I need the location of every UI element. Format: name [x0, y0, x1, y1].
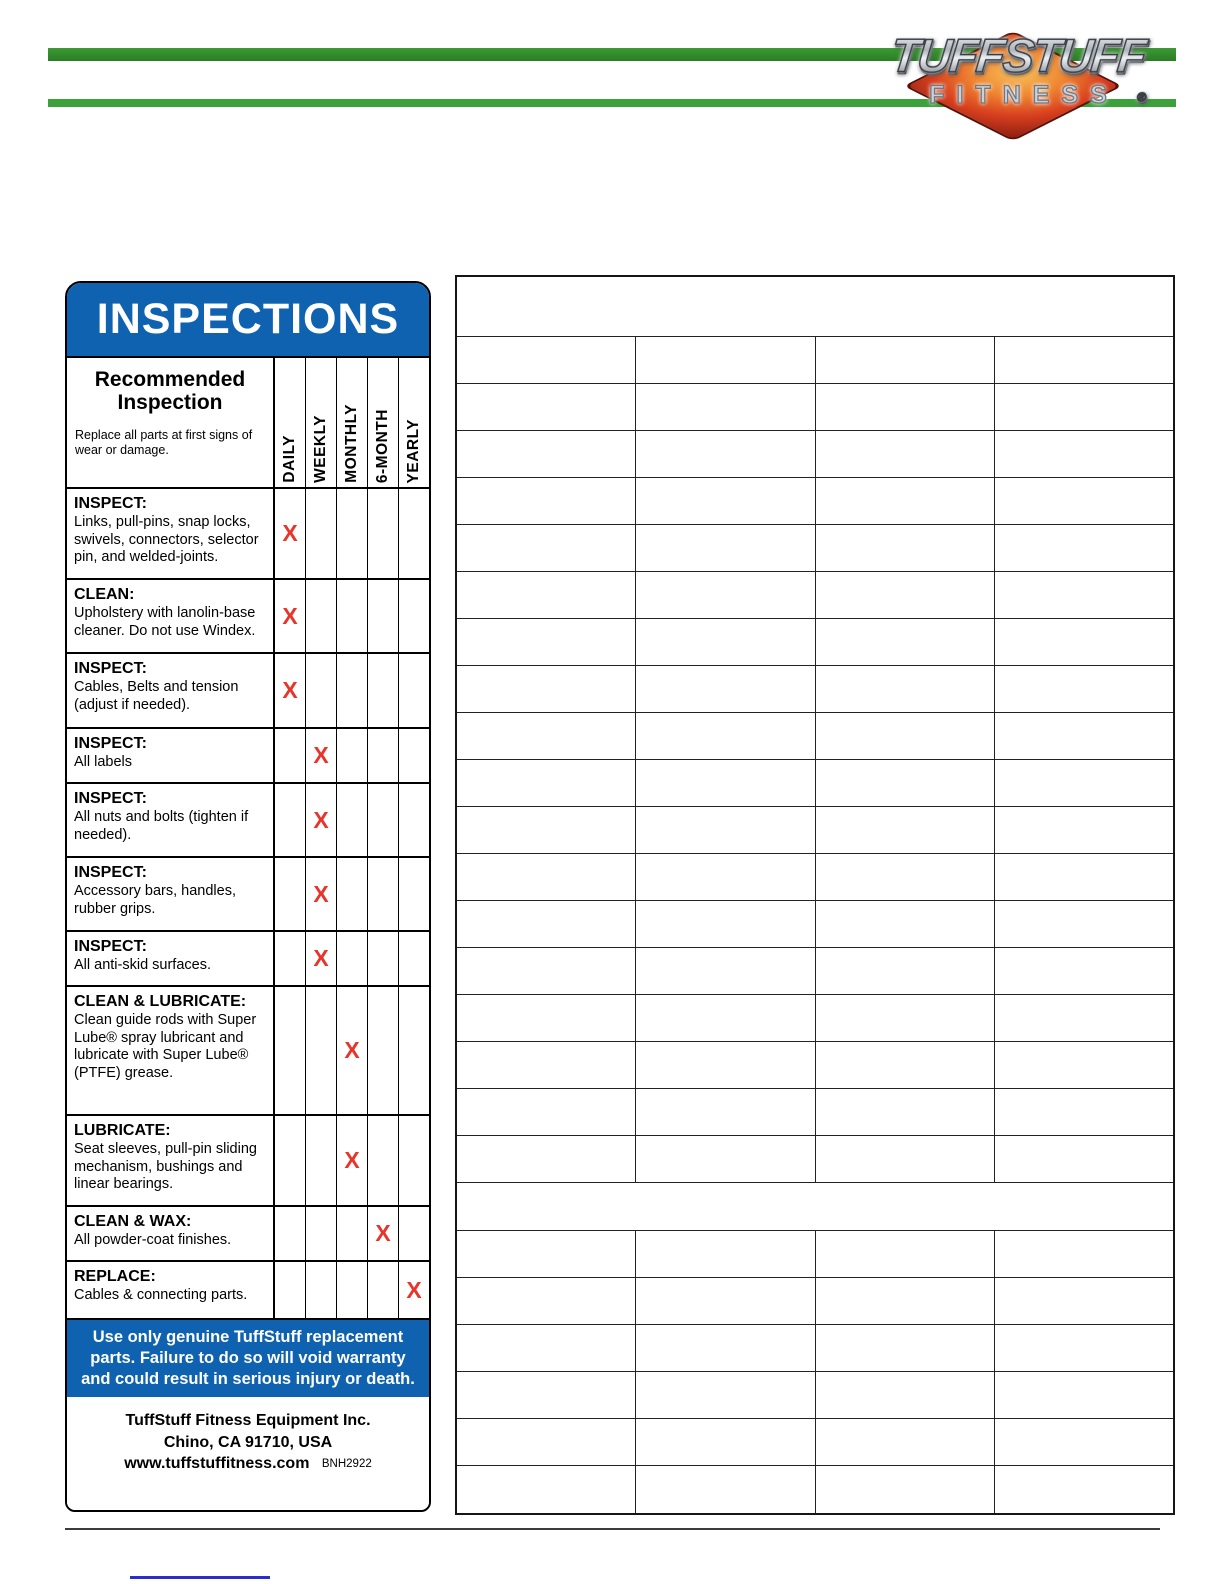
- freq-cell-weekly: [306, 784, 337, 856]
- part-number: BNH2922: [321, 1457, 372, 1470]
- registered-trademark-symbol: ®: [1136, 90, 1146, 104]
- freq-cell-daily: [275, 654, 306, 727]
- freq-cell-daily: [275, 729, 306, 782]
- log-cell: [636, 713, 815, 759]
- log-cell: [995, 478, 1173, 524]
- log-cell: [636, 619, 815, 665]
- log-cell: [457, 854, 636, 900]
- inspection-description-text: Clean guide rods with Super Lube® spray lubricant and lubricate with Super Lube® (PTFE) grease.: [74, 1012, 257, 1082]
- freq-cell-monthly: [337, 654, 368, 727]
- inspection-row: [67, 654, 429, 729]
- inspection-table-header: [67, 358, 429, 489]
- freq-cell-monthly: [337, 489, 368, 578]
- log-row: [457, 854, 1173, 901]
- log-row: [457, 1466, 1173, 1513]
- freq-cell-yearly: [399, 858, 429, 930]
- log-cell: [816, 1042, 995, 1088]
- x-mark: X: [282, 677, 298, 703]
- freq-cell-weekly: [306, 1116, 337, 1205]
- inspection-description-cell: [67, 784, 275, 856]
- inspection-description-cell: [67, 1262, 275, 1318]
- log-cell: [816, 478, 995, 524]
- log-cell: [995, 337, 1173, 383]
- log-row: [457, 337, 1173, 384]
- log-cell: [636, 384, 815, 430]
- log-row: [457, 666, 1173, 713]
- x-mark: X: [282, 602, 298, 629]
- log-cell: [816, 948, 995, 994]
- inspection-description-cell: [67, 987, 275, 1114]
- log-cell: [995, 1136, 1173, 1182]
- freq-cell-monthly: [337, 1207, 368, 1260]
- log-cell: [457, 713, 636, 759]
- inspections-card: [65, 281, 431, 1512]
- freq-cell-yearly: [399, 1116, 429, 1205]
- log-cell: [457, 384, 636, 430]
- log-cell: [457, 760, 636, 806]
- inspection-description-text: All nuts and bolts (tighten if needed).: [74, 809, 249, 843]
- company-website: www.tuffstuffitness.com: [124, 1454, 310, 1472]
- freq-cell-6-month: [368, 932, 399, 985]
- inspection-description-text: Accessory bars, handles, rubber grips.: [74, 883, 236, 917]
- log-cell: [816, 1466, 995, 1513]
- inspection-description-cell: [67, 580, 275, 652]
- inspection-action-label: REPLACE:: [74, 1268, 156, 1285]
- log-cell: [457, 1136, 636, 1182]
- log-cell: [995, 431, 1173, 477]
- log-cell: [995, 807, 1173, 853]
- log-row: [457, 760, 1173, 807]
- column-header-monthly: [337, 358, 368, 487]
- inspection-description-text: Upholstery with lanolin-base cleaner. Do not use Windex.: [74, 605, 256, 639]
- log-cell: [995, 760, 1173, 806]
- freq-cell-daily: [275, 1262, 306, 1318]
- log-cell: [636, 1466, 815, 1513]
- freq-cell-6-month: [368, 489, 399, 578]
- log-row: [457, 1372, 1173, 1419]
- log-cell: [995, 1089, 1173, 1135]
- recommended-inspection-header: [67, 358, 275, 487]
- log-row: [457, 1278, 1173, 1325]
- freq-cell-6-month: [368, 1116, 399, 1205]
- freq-cell-daily: [275, 858, 306, 930]
- log-cell: [636, 478, 815, 524]
- freq-cell-weekly: [306, 858, 337, 930]
- inspection-description-text: Cables & connecting parts.: [74, 1287, 248, 1303]
- log-cell: [816, 1278, 995, 1324]
- inspections-title: INSPECTIONS: [67, 283, 429, 358]
- inspection-description-text: All anti-skid surfaces.: [74, 957, 211, 973]
- freq-cell-monthly: [337, 729, 368, 782]
- log-cell: [995, 1325, 1173, 1371]
- log-cell: [457, 572, 636, 618]
- freq-cell-yearly: [399, 489, 429, 578]
- column-header-daily: [275, 358, 306, 487]
- log-cell: [995, 572, 1173, 618]
- inspection-row: [67, 729, 429, 784]
- logo-fitness-text: FITNESS: [929, 81, 1119, 109]
- log-cell: [636, 760, 815, 806]
- column-header-yearly: [399, 358, 429, 487]
- log-cell: [636, 1136, 815, 1182]
- freq-cell-weekly: [306, 987, 337, 1114]
- log-cell: [636, 1231, 815, 1277]
- log-cell: [995, 1372, 1173, 1418]
- log-cell: [457, 807, 636, 853]
- log-cell: [457, 1042, 636, 1088]
- log-cell: [995, 619, 1173, 665]
- freq-cell-yearly: [399, 654, 429, 727]
- x-mark: X: [313, 742, 329, 768]
- column-header-weekly: [306, 358, 337, 487]
- freq-cell-yearly: [399, 1207, 429, 1260]
- log-cell: [816, 901, 995, 947]
- log-cell: [636, 572, 815, 618]
- inspection-row: [67, 932, 429, 987]
- log-cell: [457, 1325, 636, 1371]
- freq-cell-monthly: [337, 580, 368, 652]
- inspection-row: [67, 1262, 429, 1320]
- freq-cell-daily: [275, 932, 306, 985]
- log-cell: [636, 807, 815, 853]
- inspection-description-cell: [67, 1207, 275, 1260]
- log-cell: [816, 807, 995, 853]
- log-cell: [816, 384, 995, 430]
- freq-cell-weekly: [306, 729, 337, 782]
- log-cell: [457, 525, 636, 571]
- company-address: Chino, CA 91710, USA: [163, 1434, 333, 1452]
- log-cell: [457, 1183, 1173, 1230]
- inspection-action-label: LUBRICATE:: [74, 1122, 171, 1139]
- footer-link-underline: [130, 1576, 270, 1579]
- recommended-inspection-title: Recommended Inspection: [94, 368, 246, 415]
- log-cell: [995, 1419, 1173, 1465]
- freq-cell-6-month: [368, 580, 399, 652]
- column-header-label: YEARLY: [405, 418, 422, 483]
- inspection-action-label: CLEAN & WAX:: [74, 1213, 192, 1230]
- log-row: [457, 572, 1173, 619]
- freq-cell-monthly: [337, 1116, 368, 1205]
- log-cell: [995, 1278, 1173, 1324]
- freq-cell-daily: [275, 987, 306, 1114]
- inspection-description-text: Seat sleeves, pull-pin sliding mechanism, bushings and linear bearings.: [74, 1141, 257, 1193]
- inspection-action-label: INSPECT:: [74, 864, 147, 881]
- log-cell: [457, 995, 636, 1041]
- freq-cell-yearly: [399, 580, 429, 652]
- inspection-row: [67, 784, 429, 858]
- log-row: [457, 1231, 1173, 1278]
- log-cell: [816, 995, 995, 1041]
- x-mark: X: [282, 520, 298, 546]
- log-cell: [457, 478, 636, 524]
- log-row: [457, 713, 1173, 760]
- company-name: TuffStuff Fitness Equipment Inc.: [125, 1412, 371, 1429]
- log-cell: [995, 1466, 1173, 1513]
- log-cell: [995, 995, 1173, 1041]
- inspection-action-label: CLEAN:: [74, 586, 135, 603]
- column-header-label: DAILY: [281, 435, 298, 483]
- freq-cell-6-month: [368, 729, 399, 782]
- log-cell: [995, 384, 1173, 430]
- log-row: [457, 478, 1173, 525]
- inspection-description-cell: [67, 1116, 275, 1205]
- x-mark: X: [313, 945, 329, 971]
- inspection-description-cell: [67, 932, 275, 985]
- log-cell: [457, 1231, 636, 1277]
- column-header-label: MONTHLY: [343, 404, 360, 483]
- log-cell: [995, 854, 1173, 900]
- x-mark: X: [344, 1147, 360, 1173]
- log-cell: [995, 713, 1173, 759]
- log-row: [457, 1042, 1173, 1089]
- freq-cell-daily: [275, 1207, 306, 1260]
- log-cell: [457, 1419, 636, 1465]
- freq-cell-6-month: [368, 987, 399, 1114]
- frequency-column-headers: [275, 358, 429, 487]
- freq-cell-daily: [275, 580, 306, 652]
- warranty-warning: Use only genuine TuffStuff replacement parts. Failure to do so will void warranty and could result in serious injury or death.: [67, 1320, 429, 1397]
- bottom-divider-rule: [65, 1528, 1160, 1530]
- freq-cell-6-month: [368, 1207, 399, 1260]
- log-cell: [995, 1231, 1173, 1277]
- inspection-row: [67, 1116, 429, 1207]
- log-cell: [636, 525, 815, 571]
- log-row: [457, 1136, 1173, 1183]
- log-row: [457, 995, 1173, 1042]
- log-cell: [636, 337, 815, 383]
- inspection-action-label: INSPECT:: [74, 790, 147, 807]
- freq-cell-monthly: [337, 987, 368, 1114]
- log-cell: [995, 948, 1173, 994]
- x-mark: X: [375, 1220, 391, 1246]
- freq-cell-yearly: [399, 784, 429, 856]
- log-cell: [636, 431, 815, 477]
- log-cell: [636, 948, 815, 994]
- inspection-row: [67, 580, 429, 654]
- freq-cell-yearly: [399, 1262, 429, 1318]
- log-cell: [457, 1089, 636, 1135]
- log-cell: [816, 713, 995, 759]
- column-header-label: 6-MONTH: [374, 408, 391, 483]
- log-cell: [457, 1372, 636, 1418]
- log-cell: [636, 995, 815, 1041]
- log-cell: [816, 1419, 995, 1465]
- freq-cell-daily: [275, 784, 306, 856]
- log-cell: [636, 1372, 815, 1418]
- card-footer: [67, 1397, 429, 1510]
- log-cell: [816, 760, 995, 806]
- log-row: [457, 1419, 1173, 1466]
- inspection-description-text: All labels: [74, 754, 133, 770]
- log-row: [457, 807, 1173, 854]
- log-cell: [636, 1278, 815, 1324]
- x-mark: X: [313, 806, 329, 833]
- inspection-row: [67, 489, 429, 580]
- log-section-divider-row: [457, 1183, 1173, 1231]
- freq-cell-weekly: [306, 1262, 337, 1318]
- log-cell: [816, 1136, 995, 1182]
- freq-cell-6-month: [368, 1262, 399, 1318]
- log-cell: [995, 901, 1173, 947]
- freq-cell-monthly: [337, 1262, 368, 1318]
- freq-cell-monthly: [337, 784, 368, 856]
- freq-cell-6-month: [368, 654, 399, 727]
- log-cell: [457, 666, 636, 712]
- freq-cell-yearly: [399, 729, 429, 782]
- freq-cell-weekly: [306, 932, 337, 985]
- log-cell: [636, 1042, 815, 1088]
- log-row: [457, 525, 1173, 572]
- logo-wordmark-text: TUFFSTUFF: [888, 29, 1148, 82]
- log-cell: [816, 666, 995, 712]
- inspection-description-text: All powder-coat finishes.: [74, 1232, 232, 1248]
- inspection-row: [67, 1207, 429, 1262]
- log-row: [457, 1089, 1173, 1136]
- inspection-description-cell: [67, 729, 275, 782]
- freq-cell-weekly: [306, 489, 337, 578]
- log-cell: [816, 854, 995, 900]
- log-cell: [816, 1089, 995, 1135]
- freq-cell-weekly: [306, 654, 337, 727]
- log-cell: [636, 854, 815, 900]
- inspection-row: [67, 987, 429, 1116]
- log-cell: [816, 1325, 995, 1371]
- log-cell: [457, 1278, 636, 1324]
- x-mark: X: [313, 880, 329, 907]
- log-cell: [636, 901, 815, 947]
- log-cell: [457, 431, 636, 477]
- inspection-description-cell: [67, 654, 275, 727]
- maintenance-log-table: [455, 275, 1175, 1515]
- inspection-description-text: Links, pull-pins, snap locks, swivels, connectors, selector pin, and welded-joints.: [74, 514, 259, 566]
- column-header-6-month: [368, 358, 399, 487]
- inspection-note: Replace all parts at first signs of wear or damage.: [75, 428, 253, 458]
- log-cell: [457, 901, 636, 947]
- log-cell: [457, 337, 636, 383]
- inspection-row: [67, 858, 429, 932]
- log-row: [457, 948, 1173, 995]
- log-cell: [995, 525, 1173, 571]
- log-cell: [995, 666, 1173, 712]
- inspection-action-label: INSPECT:: [74, 660, 147, 677]
- inspection-description-cell: [67, 858, 275, 930]
- freq-cell-6-month: [368, 858, 399, 930]
- freq-cell-daily: [275, 489, 306, 578]
- log-cell: [636, 1325, 815, 1371]
- inspection-rows: [67, 489, 429, 1320]
- tuffstuff-logo: [868, 28, 1168, 138]
- x-mark: X: [344, 1037, 360, 1063]
- log-cell: [816, 1231, 995, 1277]
- inspection-description-cell: [67, 489, 275, 578]
- log-row: [457, 1325, 1173, 1372]
- freq-cell-yearly: [399, 932, 429, 985]
- log-row: [457, 431, 1173, 478]
- log-row: [457, 384, 1173, 431]
- inspection-description-text: Cables, Belts and tension (adjust if needed).: [74, 679, 239, 713]
- inspection-action-label: INSPECT:: [74, 735, 147, 752]
- inspection-action-label: INSPECT:: [74, 495, 147, 512]
- log-cell: [636, 1419, 815, 1465]
- log-cell: [636, 1089, 815, 1135]
- inspection-action-label: INSPECT:: [74, 938, 147, 955]
- log-cell: [816, 337, 995, 383]
- log-cell: [995, 1042, 1173, 1088]
- log-cell: [457, 619, 636, 665]
- freq-cell-6-month: [368, 784, 399, 856]
- freq-cell-daily: [275, 1116, 306, 1205]
- log-header-row: [457, 277, 1173, 337]
- x-mark: X: [406, 1276, 422, 1303]
- log-cell: [816, 431, 995, 477]
- freq-cell-monthly: [337, 858, 368, 930]
- log-cell: [816, 1372, 995, 1418]
- freq-cell-yearly: [399, 987, 429, 1114]
- freq-cell-weekly: [306, 580, 337, 652]
- log-cell: [636, 666, 815, 712]
- freq-cell-weekly: [306, 1207, 337, 1260]
- freq-cell-monthly: [337, 932, 368, 985]
- log-cell: [457, 948, 636, 994]
- log-cell: [457, 1466, 636, 1513]
- log-row: [457, 901, 1173, 948]
- log-row: [457, 619, 1173, 666]
- log-cell: [816, 619, 995, 665]
- column-header-label: WEEKLY: [312, 415, 329, 483]
- log-cell: [816, 525, 995, 571]
- log-cell: [816, 572, 995, 618]
- inspection-action-label: CLEAN & LUBRICATE:: [74, 993, 247, 1010]
